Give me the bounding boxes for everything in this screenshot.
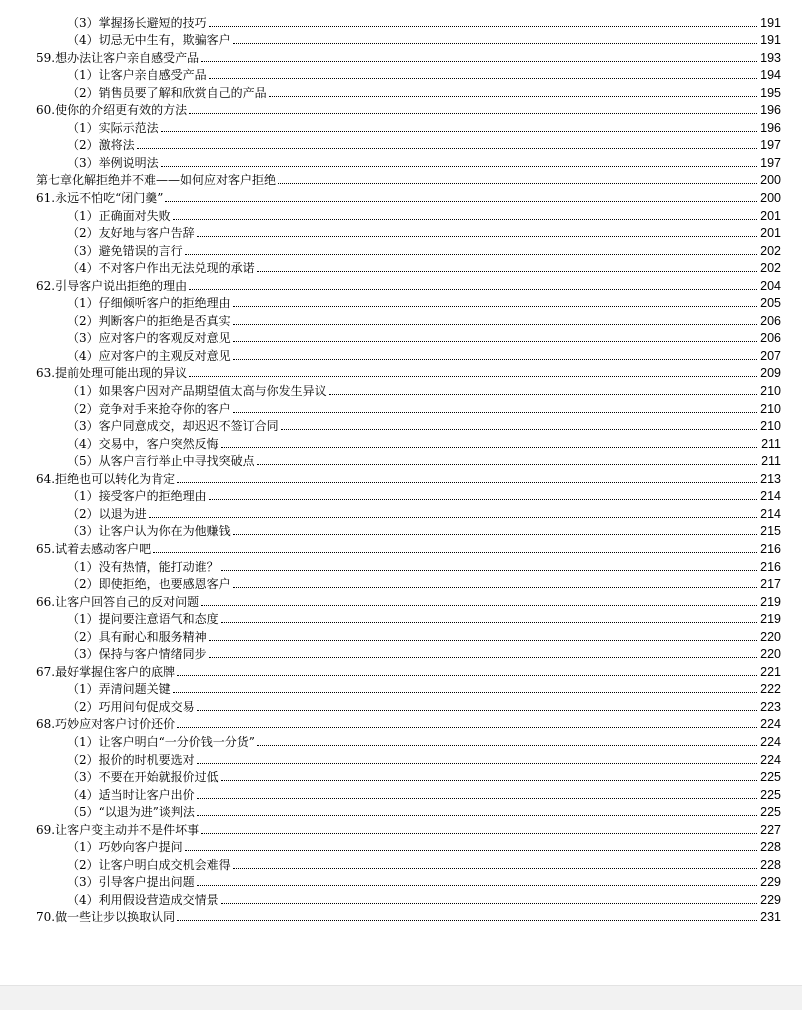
toc-dot-leader bbox=[161, 130, 757, 132]
toc-dot-leader bbox=[209, 498, 757, 500]
toc-subentry[interactable] bbox=[36, 345, 781, 363]
toc-page-number: 219 bbox=[760, 612, 781, 627]
toc-subentry[interactable] bbox=[36, 152, 781, 170]
toc-subentry[interactable] bbox=[36, 696, 781, 714]
toc-subentry[interactable] bbox=[36, 310, 781, 328]
toc-entry-title: 59.想办法让客户亲自感受产品 bbox=[36, 50, 200, 65]
toc-entry-title: （5）“以退为进”谈判法 bbox=[67, 805, 195, 820]
toc-entry-title: 67.最好掌握住客户的底牌 bbox=[36, 664, 176, 679]
toc-dot-leader bbox=[221, 779, 757, 781]
toc-subentry[interactable] bbox=[36, 503, 781, 521]
toc-page-number: 191 bbox=[760, 15, 781, 30]
toc-subentry[interactable] bbox=[36, 240, 781, 258]
toc-page-number: 197 bbox=[760, 155, 781, 170]
toc-dot-leader bbox=[209, 77, 757, 79]
toc-dot-leader bbox=[221, 902, 757, 904]
toc-dot-leader bbox=[233, 358, 757, 360]
toc-entry-title: （2）友好地与客户告辞 bbox=[67, 226, 195, 241]
toc-dot-leader bbox=[197, 884, 757, 886]
toc-dot-leader bbox=[201, 832, 757, 834]
toc-entry-title: 61.永远不怕吃“闭门羹” bbox=[36, 191, 164, 206]
toc-subentry[interactable] bbox=[36, 135, 781, 153]
toc-dot-leader bbox=[161, 165, 757, 167]
toc-page-number: 229 bbox=[760, 875, 781, 890]
toc-subentry[interactable] bbox=[36, 644, 781, 662]
toc-page-number: 209 bbox=[760, 366, 781, 381]
toc-dot-leader bbox=[189, 375, 757, 377]
toc-dot-leader bbox=[233, 305, 757, 307]
toc-page-number: 205 bbox=[760, 296, 781, 311]
toc-entry-title: 70.做一些让步以换取认同 bbox=[36, 910, 176, 925]
toc-dot-leader bbox=[173, 218, 757, 220]
toc-dot-leader bbox=[329, 393, 757, 395]
toc-dot-leader bbox=[189, 112, 757, 114]
toc-dot-leader bbox=[185, 253, 757, 255]
toc-entry[interactable] bbox=[36, 47, 781, 65]
toc-page-number: 194 bbox=[760, 68, 781, 83]
toc-subentry[interactable] bbox=[36, 82, 781, 100]
toc-page-number: 197 bbox=[760, 138, 781, 153]
toc-dot-leader bbox=[257, 744, 757, 746]
toc-entry-title: （1）正确面对失败 bbox=[67, 208, 171, 223]
toc-subentry[interactable] bbox=[36, 293, 781, 311]
toc-dot-leader bbox=[257, 463, 757, 465]
toc-page-number: 225 bbox=[760, 805, 781, 820]
toc-dot-leader bbox=[189, 288, 757, 290]
toc-entry[interactable] bbox=[36, 591, 781, 609]
viewer-bottom-bar bbox=[0, 985, 802, 1010]
toc-entry-title: （1）巧妙向客户提问 bbox=[67, 840, 183, 855]
toc-entry-title: 62.引导客户说出拒绝的理由 bbox=[36, 278, 188, 293]
toc-dot-leader bbox=[197, 709, 757, 711]
toc-entry-title: （3）举例说明法 bbox=[67, 155, 159, 170]
toc-page-number: 202 bbox=[760, 261, 781, 276]
toc-entry-title: 68.巧妙应对客户讨价还价 bbox=[36, 717, 176, 732]
toc-page-number: 229 bbox=[760, 892, 781, 907]
toc-dot-leader bbox=[221, 621, 757, 623]
toc-page-number: 211 bbox=[761, 454, 781, 469]
toc-page-number: 210 bbox=[760, 401, 781, 416]
toc-page-number: 228 bbox=[760, 857, 781, 872]
toc-dot-leader bbox=[209, 656, 757, 658]
toc-dot-leader bbox=[233, 411, 757, 413]
toc-entry-title: 64.拒绝也可以转化为肯定 bbox=[36, 471, 176, 486]
toc-entry[interactable] bbox=[36, 363, 781, 381]
toc-dot-leader bbox=[233, 323, 757, 325]
toc-page-number: 221 bbox=[760, 664, 781, 679]
toc-subentry[interactable] bbox=[36, 679, 781, 697]
toc-subentry[interactable] bbox=[36, 486, 781, 504]
toc-entry-title: （4）利用假设营造成交情景 bbox=[67, 892, 219, 907]
toc-subentry[interactable] bbox=[36, 837, 781, 855]
toc-entry[interactable] bbox=[36, 661, 781, 679]
toc-page-number: 210 bbox=[760, 384, 781, 399]
toc-entry-title: （4）切忌无中生有，欺骗客户 bbox=[67, 33, 231, 48]
toc-entry[interactable] bbox=[36, 187, 781, 205]
toc-entry-title: 66.让客户回答自己的反对问题 bbox=[36, 594, 200, 609]
toc-page-number: 213 bbox=[760, 471, 781, 486]
toc-subentry[interactable] bbox=[36, 784, 781, 802]
toc-entry[interactable] bbox=[36, 275, 781, 293]
toc-page-number: 224 bbox=[760, 734, 781, 749]
toc-subentry[interactable] bbox=[36, 380, 781, 398]
toc-dot-leader bbox=[185, 849, 757, 851]
toc-entry[interactable] bbox=[36, 714, 781, 732]
toc-entry-title: 60.使你的介绍更有效的方法 bbox=[36, 103, 188, 118]
toc-page-number: 196 bbox=[760, 103, 781, 118]
toc-subentry[interactable] bbox=[36, 749, 781, 767]
toc-dot-leader bbox=[153, 551, 757, 553]
toc-entry-title: （1）提问要注意语气和态度 bbox=[67, 612, 219, 627]
toc-dot-leader bbox=[281, 428, 757, 430]
toc-page-number: 201 bbox=[760, 226, 781, 241]
toc-entry-title: （3）客户同意成交，却迟迟不签订合同 bbox=[67, 419, 279, 434]
toc-entry-title: （3）让客户认为你在为他赚钱 bbox=[67, 524, 231, 539]
toc-page-number: 217 bbox=[760, 577, 781, 592]
toc-subentry[interactable] bbox=[36, 328, 781, 346]
toc-dot-leader bbox=[233, 533, 757, 535]
toc-entry-title: 第七章化解拒绝并不难——如何应对客户拒绝 bbox=[36, 173, 277, 188]
toc-page-number: 196 bbox=[760, 120, 781, 135]
toc-entry-title: （2）让客户明白成交机会难得 bbox=[67, 857, 231, 872]
toc-subentry[interactable] bbox=[36, 205, 781, 223]
toc-page-number: 214 bbox=[760, 489, 781, 504]
toc-dot-leader bbox=[233, 42, 757, 44]
toc-dot-leader bbox=[173, 691, 757, 693]
toc-page-number: 224 bbox=[760, 752, 781, 767]
toc-dot-leader bbox=[233, 867, 757, 869]
toc-entry-title: （3）掌握扬长避短的技巧 bbox=[67, 15, 207, 30]
toc-page-number: 200 bbox=[760, 191, 781, 206]
toc-entry[interactable] bbox=[36, 907, 781, 925]
toc-dot-leader bbox=[257, 270, 757, 272]
toc-entry-title: （2）报价的时机要选对 bbox=[67, 752, 195, 767]
toc-page-number: 206 bbox=[760, 331, 781, 346]
toc-subentry[interactable] bbox=[36, 767, 781, 785]
toc-entry-title: （3）不要在开始就报价过低 bbox=[67, 770, 219, 785]
toc-dot-leader bbox=[197, 762, 757, 764]
toc-entry[interactable] bbox=[36, 538, 781, 556]
toc-entry-title: 65.试着去感动客户吧 bbox=[36, 541, 152, 556]
toc-subentry[interactable] bbox=[36, 65, 781, 83]
toc-entry-title: （2）判断客户的拒绝是否真实 bbox=[67, 313, 231, 328]
toc-entry-title: （1）实际示范法 bbox=[67, 120, 159, 135]
toc-subentry[interactable] bbox=[36, 521, 781, 539]
toc-entry-title: （1）让客户明白“一分价钱一分货” bbox=[67, 734, 255, 749]
toc-entry-title: （1）让客户亲自感受产品 bbox=[67, 68, 207, 83]
toc-dot-leader bbox=[197, 797, 757, 799]
toc-page-number: 214 bbox=[760, 506, 781, 521]
toc-page-number: 193 bbox=[760, 50, 781, 65]
toc-dot-leader bbox=[177, 726, 757, 728]
toc-subentry[interactable] bbox=[36, 30, 781, 48]
toc-entry-title: 63.提前处理可能出现的异议 bbox=[36, 366, 188, 381]
toc-dot-leader bbox=[137, 147, 757, 149]
toc-dot-leader bbox=[221, 569, 757, 571]
toc-page-number: 223 bbox=[760, 699, 781, 714]
toc-page-number: 216 bbox=[760, 559, 781, 574]
toc-entry-title: （1）没有热情，能打动谁？ bbox=[67, 559, 219, 574]
toc-subentry[interactable] bbox=[36, 626, 781, 644]
toc-entry-title: （2）竞争对手来抢夺你的客户 bbox=[67, 401, 231, 416]
toc-dot-leader bbox=[209, 25, 757, 27]
toc-subentry[interactable] bbox=[36, 223, 781, 241]
toc-dot-leader bbox=[197, 235, 757, 237]
toc-subentry[interactable] bbox=[36, 872, 781, 890]
toc-entry-title: （1）如果客户因对产品期望值太高与你发生异议 bbox=[67, 384, 327, 399]
toc-page-number: 231 bbox=[760, 910, 781, 925]
toc-entry-title: （3）应对客户的客观反对意见 bbox=[67, 331, 231, 346]
toc-page-number: 220 bbox=[760, 647, 781, 662]
toc-subentry[interactable] bbox=[36, 556, 781, 574]
toc-entry-title: （2）巧用问句促成交易 bbox=[67, 699, 195, 714]
toc-entry-title: （2）销售员要了解和欣赏自己的产品 bbox=[67, 85, 267, 100]
toc-entry-title: （1）接受客户的拒绝理由 bbox=[67, 489, 207, 504]
toc-dot-leader bbox=[165, 200, 757, 202]
toc-page-number: 195 bbox=[760, 85, 781, 100]
toc-page-number: 204 bbox=[760, 278, 781, 293]
toc-entry[interactable] bbox=[36, 170, 781, 188]
toc-page-number: 201 bbox=[760, 208, 781, 223]
toc-entry[interactable] bbox=[36, 100, 781, 118]
toc-dot-leader bbox=[197, 814, 757, 816]
toc-dot-leader bbox=[209, 639, 757, 641]
toc-subentry[interactable] bbox=[36, 574, 781, 592]
toc-entry-title: （4）交易中，客户突然反悔 bbox=[67, 436, 219, 451]
toc-entry-title: （2）具有耐心和服务精神 bbox=[67, 629, 207, 644]
toc-entry[interactable] bbox=[36, 819, 781, 837]
toc-page-number: 227 bbox=[760, 822, 781, 837]
toc-dot-leader bbox=[278, 182, 757, 184]
toc-page-number: 210 bbox=[760, 419, 781, 434]
toc-page-number: 215 bbox=[760, 524, 781, 539]
toc-dot-leader bbox=[201, 604, 757, 606]
toc-entry-title: （1）仔细倾听客户的拒绝理由 bbox=[67, 296, 231, 311]
toc-subentry[interactable] bbox=[36, 117, 781, 135]
toc-entry-title: （3）引导客户提出问题 bbox=[67, 875, 195, 890]
toc-subentry[interactable] bbox=[36, 451, 781, 469]
toc-dot-leader bbox=[233, 586, 757, 588]
toc-subentry[interactable] bbox=[36, 398, 781, 416]
toc-page-number: 202 bbox=[760, 243, 781, 258]
toc-subentry[interactable] bbox=[36, 731, 781, 749]
toc-page-number: 191 bbox=[760, 33, 781, 48]
toc-page-number: 206 bbox=[760, 313, 781, 328]
toc-dot-leader bbox=[221, 446, 757, 448]
toc-dot-leader bbox=[177, 919, 757, 921]
toc-dot-leader bbox=[177, 674, 757, 676]
toc-dot-leader bbox=[269, 95, 757, 97]
toc-page-number: 225 bbox=[760, 787, 781, 802]
toc-subentry[interactable] bbox=[36, 802, 781, 820]
toc-entry-title: （2）以退为进 bbox=[67, 506, 147, 521]
toc-entry-title: （4）应对客户的主观反对意见 bbox=[67, 348, 231, 363]
toc-page-number: 200 bbox=[760, 173, 781, 188]
toc-entry-title: （4）适当时让客户出价 bbox=[67, 787, 195, 802]
toc-page-number: 222 bbox=[760, 682, 781, 697]
toc-page-number: 225 bbox=[760, 770, 781, 785]
toc-entry-title: （3）避免错误的言行 bbox=[67, 243, 183, 258]
table-of-contents bbox=[36, 12, 781, 924]
toc-entry-title: （4）不对客户作出无法兑现的承诺 bbox=[67, 261, 255, 276]
toc-entry-title: （1）弄清问题关键 bbox=[67, 682, 171, 697]
toc-subentry[interactable] bbox=[36, 889, 781, 907]
toc-page-number: 224 bbox=[760, 717, 781, 732]
toc-dot-leader bbox=[233, 340, 757, 342]
toc-entry-title: （2）即使拒绝，也要感恩客户 bbox=[67, 577, 231, 592]
toc-subentry[interactable] bbox=[36, 416, 781, 434]
toc-subentry[interactable] bbox=[36, 258, 781, 276]
toc-dot-leader bbox=[201, 60, 757, 62]
toc-subentry[interactable] bbox=[36, 609, 781, 627]
toc-page-number: 220 bbox=[760, 629, 781, 644]
toc-entry-title: （2）激将法 bbox=[67, 138, 135, 153]
toc-dot-leader bbox=[177, 481, 757, 483]
toc-entry-title: 69.让客户变主动并不是件坏事 bbox=[36, 822, 200, 837]
toc-page-number: 219 bbox=[760, 594, 781, 609]
toc-page-number: 207 bbox=[760, 348, 781, 363]
toc-subentry[interactable] bbox=[36, 12, 781, 30]
toc-entry-title: （5）从客户言行举止中寻找突破点 bbox=[67, 454, 255, 469]
toc-page-number: 216 bbox=[760, 541, 781, 556]
toc-entry[interactable] bbox=[36, 468, 781, 486]
toc-subentry[interactable] bbox=[36, 854, 781, 872]
toc-subentry[interactable] bbox=[36, 433, 781, 451]
toc-entry-title: （3）保持与客户情绪同步 bbox=[67, 647, 207, 662]
toc-page-number: 228 bbox=[760, 840, 781, 855]
toc-page-number: 211 bbox=[761, 436, 781, 451]
toc-dot-leader bbox=[149, 516, 757, 518]
